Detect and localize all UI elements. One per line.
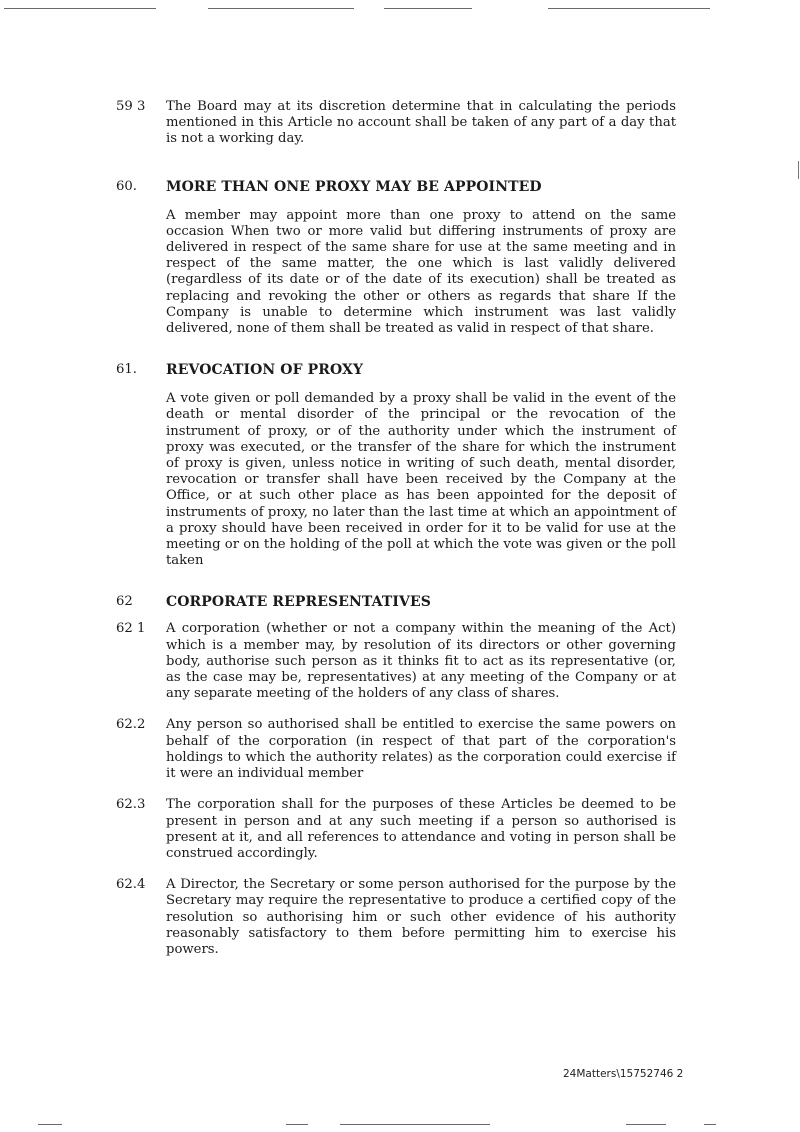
scan-line-top-2: [208, 8, 354, 9]
scan-mark-right: [798, 161, 799, 179]
article-61-text: [116, 391, 676, 569]
scan-line-bottom-2: [286, 1124, 308, 1125]
clause-number: 62.3: [116, 797, 146, 813]
clause-62-2: [116, 717, 676, 782]
article-number: 62: [116, 594, 133, 610]
clause-text: The corporation shall for the purposes of these Articles be deemed to be present in person and at any such meeting if a person so authorised is present at it, and all references to attendance and voting in person shall be construed accordingly.: [166, 797, 676, 861]
document-body: [116, 99, 676, 958]
clause-number: 62.2: [116, 717, 146, 733]
clause-text: A corporation (whether or not a company within the meaning of the Act) which is a member may, by resolution of its directors or other governing body, authorise such person as it thinks fit to act as its representative (or, as the case may be, representatives) at any meeting of the Company or at any separate meeting of the holders of any class of shares.: [166, 621, 676, 702]
document-reference: 24Matters\15752746 2: [563, 1068, 684, 1080]
article-62-heading: [116, 593, 676, 611]
article-61-heading: [116, 361, 676, 379]
clause-62-4: [116, 877, 676, 958]
article-60-heading: [116, 178, 676, 196]
clause-number: 59 3: [116, 99, 146, 114]
article-heading: CORPORATE REPRESENTATIVES: [166, 594, 431, 611]
scan-line-bottom-5: [704, 1124, 716, 1125]
article-number: 61.: [116, 362, 137, 378]
clause-number: 62.4: [116, 877, 146, 893]
clause-59-3: [116, 99, 676, 148]
scan-line-bottom-1: [38, 1124, 62, 1125]
article-text: A vote given or poll demanded by a proxy shall be valid in the event of the death or mental disorder of the principal or the revocation of the instrument of proxy, or of the authority under which the instrument of proxy was executed, or the transfer of the share for which the instrument of proxy is given, unless notice in writing of such death, mental disorder, revocation or transfer shall have been received by the Company at the Office, or at such other place as has been appointed for the deposit of instruments of proxy, no later than the last time at which an appointment of a proxy should have been received in order for it to be valid for use at the meeting or on the holding of the poll at which the vote was given or the poll taken: [166, 391, 676, 569]
scan-line-top-4: [548, 8, 710, 9]
scan-line-bottom-3: [340, 1124, 490, 1125]
article-number: 60.: [116, 178, 137, 194]
clause-text: A Director, the Secretary or some person authorised for the purpose by the Secretary may require the representative to produce a certified copy of the resolution so authorising him or such other evidence of his authority reasonably satisfactory to them before permitting him to exercise his powers.: [166, 877, 676, 957]
clause-number: 62 1: [116, 621, 146, 637]
article-heading: MORE THAN ONE PROXY MAY BE APPOINTED: [166, 178, 542, 195]
clause-text: Any person so authorised shall be entitled to exercise the same powers on behalf of the corporation (in respect of that part of the corporation's holdings to which the authority relates) as the corporation could exercise if it were an individual member: [166, 717, 676, 782]
clause-text: The Board may at its discretion determine that in calculating the periods mentioned in this Article no account shall be taken of any part of a day that is not a working day.: [166, 99, 676, 147]
scan-line-top-3: [384, 8, 472, 9]
scan-line-bottom-4: [626, 1124, 666, 1125]
article-60-text: [116, 208, 676, 338]
scan-line-top-1: [4, 8, 156, 9]
clause-62-3: [116, 797, 676, 862]
article-heading: REVOCATION OF PROXY: [166, 362, 364, 379]
article-text: A member may appoint more than one proxy to attend on the same occasion When two or more valid but differing instruments of proxy are delivered in respect of the same share for use at the same meeting and in respect of the same matter, the one which is last validly delivered (regardless of its date or of the date of its execution) shall be treated as replacing and revoking the other or others as regards that share If the Company is unable to determine which instrument was last validly delivered, none of them shall be treated as valid in respect of that share.: [166, 207, 676, 337]
clause-62-1: [116, 621, 676, 702]
